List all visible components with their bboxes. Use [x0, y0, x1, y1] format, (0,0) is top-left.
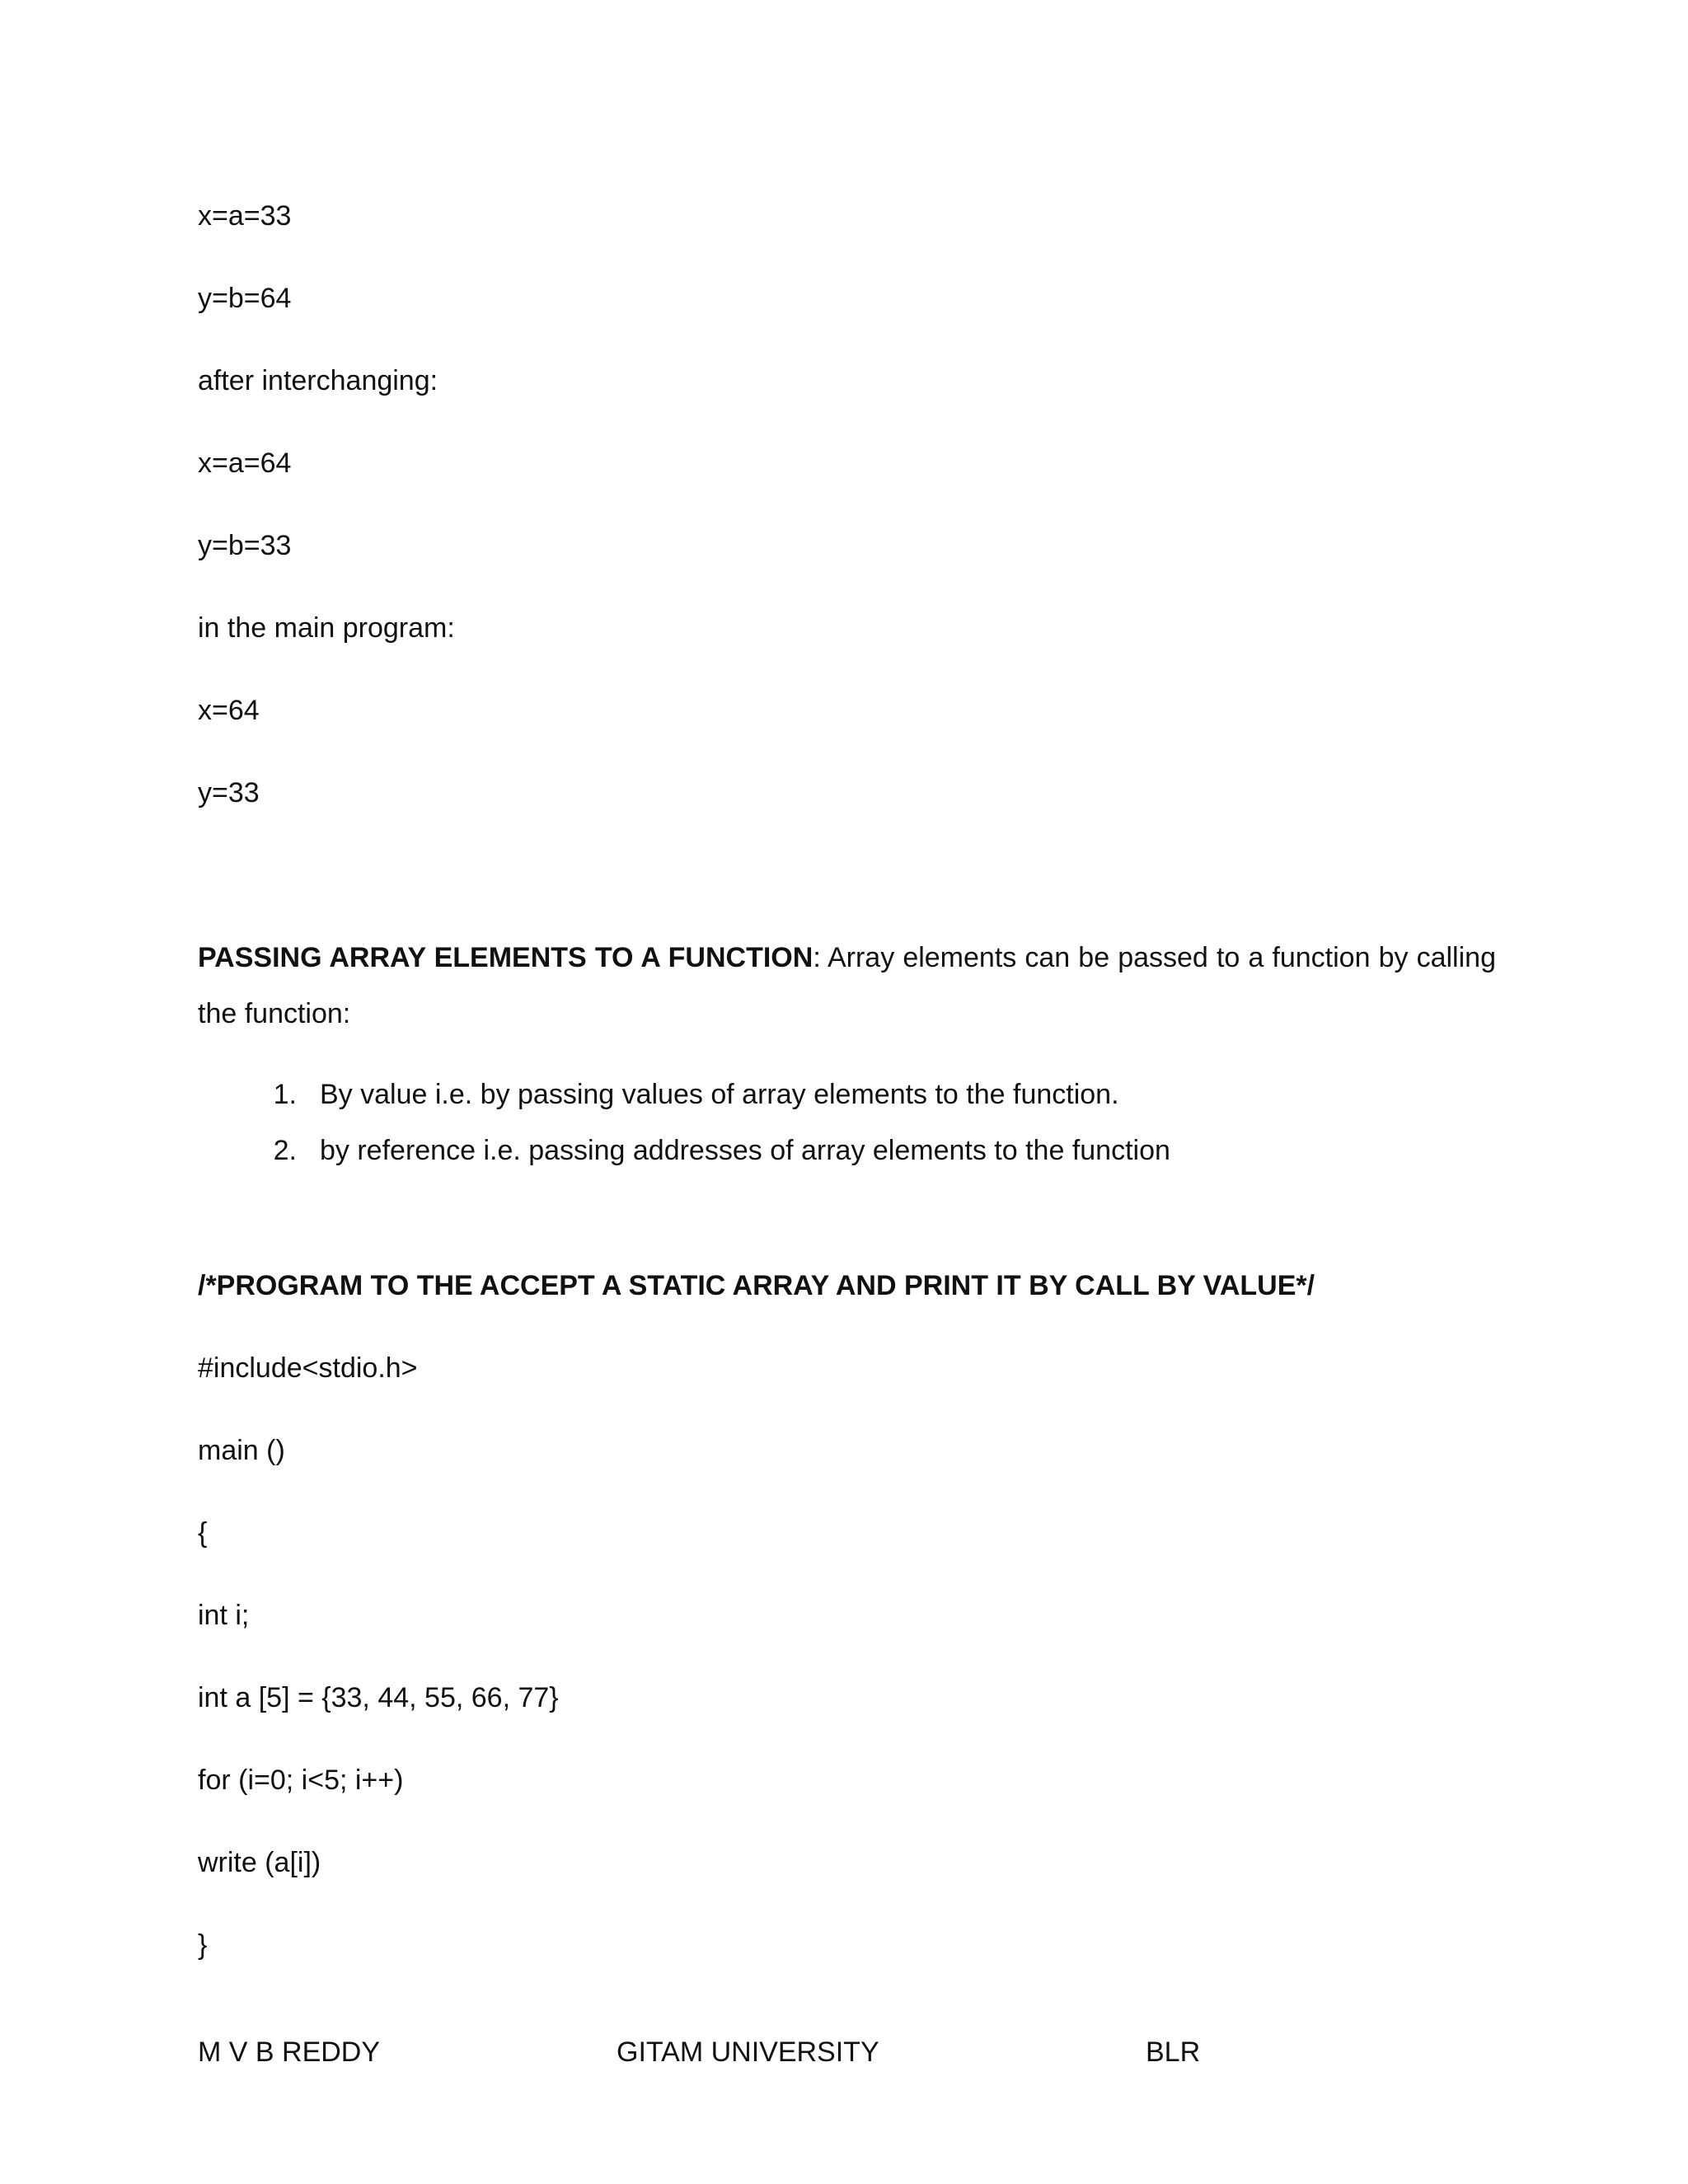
section-title: PASSING ARRAY ELEMENTS TO A FUNCTION	[198, 942, 814, 973]
footer-university: GITAM UNIVERSITY	[617, 2036, 879, 2068]
list-number: 2.	[273, 1135, 297, 1166]
list-number: 1.	[273, 1079, 297, 1110]
program-heading: /*PROGRAM TO THE ACCEPT A STATIC ARRAY AND PRINT IT BY CALL BY VALUE*/	[198, 1270, 1315, 1301]
output-line: x=a=64	[198, 448, 292, 479]
output-line: after interchanging:	[198, 365, 438, 396]
output-line: in the main program:	[198, 612, 455, 644]
footer-campus: BLR	[1146, 2036, 1201, 2068]
output-line: x=a=33	[198, 200, 292, 232]
code-line: for (i=0; i<5; i++)	[198, 1765, 404, 1796]
footer-author: M V B REDDY	[198, 2036, 381, 2068]
output-line: y=b=33	[198, 530, 292, 561]
code-line: int i;	[198, 1600, 250, 1631]
list-item	[198, 1122, 1170, 1179]
section-paragraph	[198, 930, 1496, 1042]
code-line: }	[198, 1929, 208, 1961]
list-text: by reference i.e. passing addresses of array elements to the function	[320, 1135, 1170, 1166]
code-line: #include<stdio.h>	[198, 1352, 418, 1384]
output-line: y=b=64	[198, 283, 292, 314]
output-line: x=64	[198, 695, 260, 726]
list-text: By value i.e. by passing values of array elements to the function.	[320, 1079, 1119, 1110]
code-line: {	[198, 1517, 208, 1549]
code-line: main ()	[198, 1435, 285, 1466]
output-line: y=33	[198, 777, 260, 808]
section-text: : Array elements can be passed to a function by calling the function:	[198, 942, 1496, 1029]
list-item	[198, 1066, 1170, 1122]
code-line: int a [5] = {33, 44, 55, 66, 77}	[198, 1682, 559, 1713]
method-list	[198, 1066, 1170, 1179]
code-line: write (a[i])	[198, 1847, 321, 1878]
